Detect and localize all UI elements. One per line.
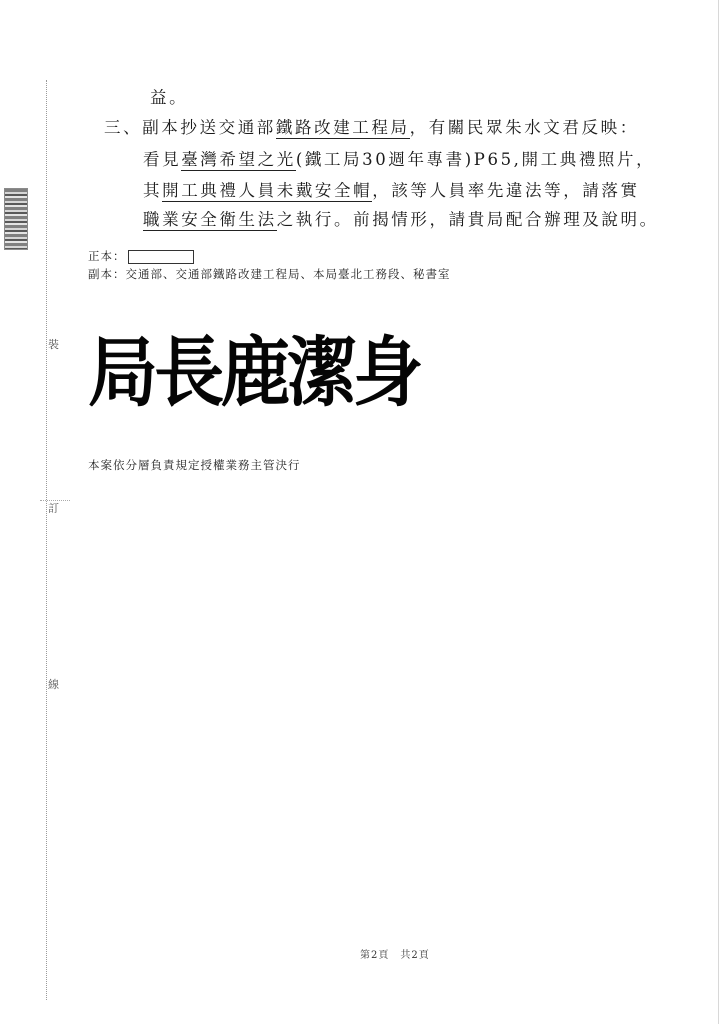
underlined-no-helmet: 未戴安全帽: [276, 181, 373, 200]
underlined-ceremony-staff: 開工典禮人員: [162, 181, 277, 200]
underlined-safety-law: 職業安全衛生法: [143, 210, 277, 229]
copy-recipient-value: 交通部、交通部鐵路改建工程局、本局臺北工務段、秘書室: [125, 267, 451, 281]
body-line-3: [143, 177, 640, 201]
main-recipient-label: 正本：: [88, 249, 126, 263]
body-text: 其: [143, 181, 163, 200]
body-text: ，有關民眾朱水文君反映：: [409, 118, 639, 137]
underlined-railway-bureau: 鐵路改建工程局: [275, 118, 410, 137]
director-signature-stamp: [88, 312, 419, 421]
page-edge: [718, 0, 719, 1024]
signature-text: 局長鹿潔身: [88, 328, 420, 417]
copy-recipient-row: [88, 266, 451, 282]
binding-char-3: 線: [48, 678, 59, 691]
item-prefix: 三、副本抄送交通部: [104, 118, 276, 137]
copy-recipient-label: 副本：: [88, 267, 126, 281]
binding-char-1: 裝: [48, 338, 59, 351]
body-line-1: [104, 114, 639, 138]
body-text: (鐵工局30週年專書)P65,開工典禮照片，: [295, 150, 656, 169]
body-text: 看見: [143, 150, 182, 169]
delegation-note: 本案依分層負責規定授權業務主管決行: [88, 458, 301, 472]
body-line-2: [143, 146, 655, 170]
main-recipient-box: [128, 250, 194, 264]
receipt-stamp: [4, 188, 28, 250]
main-recipient-row: [88, 248, 194, 264]
body-text: 之執行。前揭情形，請貴局配合辦理及說明。: [276, 210, 659, 229]
body-line-0: 益。: [150, 88, 189, 107]
binding-margin-line: [46, 80, 47, 1000]
body-line-4: [143, 206, 659, 230]
underlined-book-title: 臺灣希望之光: [181, 150, 296, 169]
body-text: ，該等人員率先違法等，請落實: [372, 181, 640, 200]
binding-char-2: 訂: [48, 502, 59, 515]
page-number: 第2頁 共2頁: [360, 950, 430, 961]
